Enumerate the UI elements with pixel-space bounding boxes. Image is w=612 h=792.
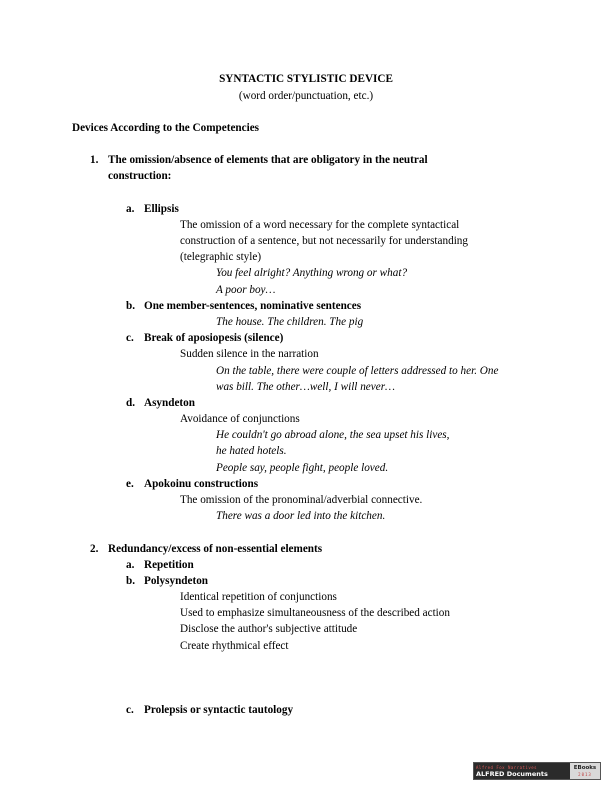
sublist-letter-d: d. (126, 397, 136, 409)
asyndeton-example-3: People say, people fight, people loved. (216, 462, 389, 474)
item1-heading-line1: The omission/absence of elements that are obligatory in the neutral (108, 154, 428, 166)
ellipsis-desc-line1: The omission of a word necessary for the complete syntactical (180, 219, 460, 231)
prolepsis-title: Prolepsis or syntactic tautology (144, 704, 294, 716)
asyndeton-desc: Avoidance of conjunctions (180, 413, 300, 425)
apokoinu-title: Apokoinu constructions (144, 478, 259, 490)
apokoinu-desc: The omission of the pronominal/adverbial connective. (180, 494, 423, 506)
list-number-2: 2. (90, 543, 99, 555)
section-heading: Devices According to the Competencies (72, 122, 260, 134)
logo-year: 2013 (578, 772, 592, 777)
aposiopesis-desc: Sudden silence in the narration (180, 348, 319, 360)
logo-brand: ALFRED Documents (476, 769, 548, 778)
item1-heading-line2: construction: (108, 170, 172, 182)
item2-heading: Redundancy/excess of non-essential elements (108, 543, 323, 555)
sublist-letter-c: c. (126, 704, 134, 716)
sublist-letter-b: b. (126, 300, 136, 312)
sublist-letter-e: e. (126, 478, 134, 490)
sublist-letter-a: a. (126, 559, 135, 571)
polysyndeton-point: Used to emphasize simultaneousness of the described action (180, 607, 450, 619)
apokoinu-example: There was a door led into the kitchen. (216, 510, 386, 522)
logo-tagline: Alfred Fox Narratives (476, 764, 538, 770)
polysyndeton-point: Create rhythmical effect (180, 640, 289, 652)
ellipsis-example-1: You feel alright? Anything wrong or what? (216, 267, 408, 279)
sublist-letter-b: b. (126, 575, 136, 587)
ellipsis-desc-line3: (telegraphic style) (180, 251, 262, 263)
polysyndeton-point: Identical repetition of conjunctions (180, 591, 337, 603)
logo-ebooks-label: EBooks (573, 765, 597, 771)
page-subtitle: (word order/punctuation, etc.) (238, 90, 374, 102)
list-number-1: 1. (90, 154, 99, 166)
one-member-example: The house. The children. The pig (216, 316, 364, 328)
ellipsis-example-2: A poor boy… (216, 284, 276, 296)
one-member-title: One member-sentences, nominative sentences (144, 300, 362, 312)
asyndeton-example-1: He couldn't go abroad alone, the sea upset his lives, (216, 429, 450, 441)
aposiopesis-example-2: was bill. The other…well, I will never… (216, 381, 395, 393)
page-title: SYNTACTIC STYLISTIC DEVICE (219, 73, 393, 85)
asyndeton-example-2: he hated hotels. (216, 445, 287, 457)
sublist-letter-a: a. (126, 203, 135, 215)
publisher-logo (473, 762, 601, 780)
polysyndeton-point: Disclose the author's subjective attitude (180, 623, 358, 635)
ellipsis-desc-line2: construction of a sentence, but not necessarily for understanding (180, 235, 468, 247)
asyndeton-title: Asyndeton (144, 397, 195, 409)
aposiopesis-title: Break of aposiopesis (silence) (144, 332, 284, 344)
repetition-title: Repetition (144, 559, 194, 571)
polysyndeton-title: Polysyndeton (144, 575, 209, 587)
aposiopesis-example-1: On the table, there were couple of letters addressed to her. One (216, 365, 499, 377)
sublist-letter-c: c. (126, 332, 134, 344)
ellipsis-title: Ellipsis (144, 203, 179, 215)
